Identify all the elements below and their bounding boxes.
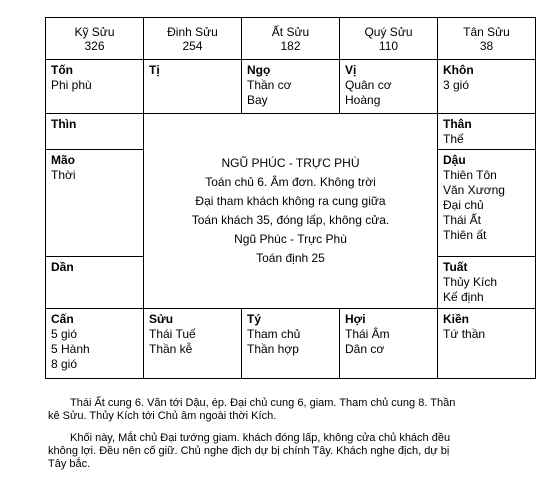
cell-line: 8 gió — [51, 357, 78, 371]
cell-line: Phi phù — [51, 78, 92, 92]
cell-title: Cấn — [51, 312, 74, 326]
header-value: 182 — [280, 38, 301, 53]
cell-title: Tuất — [443, 260, 468, 274]
cell-tuat — [438, 257, 536, 309]
cell-title: Tị — [149, 63, 160, 77]
cell-title: Mão — [51, 153, 75, 167]
cell-line: Dân cơ — [345, 342, 385, 356]
paragraph-1 — [48, 397, 524, 423]
header-cell-4 — [340, 18, 438, 60]
paragraph-line — [48, 410, 524, 423]
cell-title: Dần — [51, 260, 74, 274]
header-name: Đinh Sửu — [167, 24, 218, 39]
cell-dau — [438, 150, 536, 257]
header-value: 326 — [84, 38, 105, 53]
cell-title: Ngọ — [247, 63, 271, 77]
header-value: 38 — [479, 38, 494, 53]
cell-ty — [242, 309, 340, 379]
center-panel — [144, 114, 438, 309]
header-cell-3 — [242, 18, 340, 60]
center-line: NGŨ PHÚC - TRỰC PHÙ — [221, 156, 360, 170]
paragraph-line — [48, 432, 524, 445]
cell-line: Thiên Tôn — [443, 168, 497, 182]
cell-line: Thần cơ — [247, 78, 292, 92]
cell-title: Tý — [247, 312, 262, 326]
header-name: Tân Sửu — [463, 24, 510, 39]
header-cell-5 — [438, 18, 536, 60]
header-value: 254 — [182, 38, 203, 53]
cell-title: Hợi — [345, 312, 366, 326]
cell-mao — [46, 150, 144, 257]
cell-can — [46, 309, 144, 379]
center-line: Đại tham khách không ra cung giữa — [195, 194, 386, 208]
cell-than — [438, 114, 536, 150]
paragraph-text: không lợi. Đều nên cố giữ. Chủ nghe địch dự bị chính Tây. Khách nghe địch, dự bị — [48, 445, 450, 457]
cell-khon — [438, 60, 536, 114]
cell-line: 5 gió — [51, 327, 78, 341]
paragraph-2 — [48, 432, 524, 471]
header-cell-1 — [46, 18, 144, 60]
paragraph-line — [48, 397, 524, 410]
cell-line: Kế định — [443, 290, 484, 304]
cell-line: Thiên ất — [443, 228, 487, 242]
cell-ngo — [242, 60, 340, 114]
cell-line: Thần kễ — [149, 342, 193, 356]
cell-line: Thái Ất — [443, 213, 482, 227]
cell-line: Tứ thần — [443, 327, 486, 341]
cell-line: Thủy Kích — [443, 275, 498, 289]
center-line: Toán chủ 6. Âm đơn. Không trời — [205, 175, 376, 189]
cell-title: Kiền — [443, 312, 470, 326]
paragraph-text: Khối này, Mắt chủ Đại tướng giam. khách đóng lấp, không cửa chủ khách đều — [70, 432, 451, 444]
cell-line: Thái Tuế — [149, 327, 196, 341]
center-line: Toán định 25 — [256, 251, 325, 265]
cell-line: Quân cơ — [345, 78, 392, 92]
cell-line: Thời — [51, 168, 76, 182]
paragraph-line — [48, 445, 524, 458]
paragraph-text: kê Sửu. Thủy Kích tới Chủ âm ngoài thời Kích. — [48, 410, 277, 422]
paragraph-line — [48, 458, 524, 471]
cell-hoi — [340, 309, 438, 379]
cell-ti — [144, 60, 242, 114]
header-name: Kỹ Sửu — [74, 24, 115, 39]
cell-ton — [46, 60, 144, 114]
cell-line: Tham chủ — [247, 327, 301, 341]
cell-line: Thái Âm — [345, 327, 390, 341]
cell-line: Hoàng — [345, 93, 381, 107]
cell-thin — [46, 114, 144, 150]
cell-line: 3 gió — [443, 78, 470, 92]
paragraph-text: Thái Ất cung 6. Văn tới Dậu, ép. Đại chủ cung 6, giam. Tham chủ cung 8. Thần — [70, 397, 456, 409]
cell-title: Thân — [443, 117, 472, 131]
cell-line: Bay — [247, 93, 268, 107]
cell-title: Khôn — [443, 63, 474, 77]
cell-kien — [438, 309, 536, 379]
cell-line: Văn Xương — [443, 183, 505, 197]
cell-suu — [144, 309, 242, 379]
cell-line: Thế — [443, 132, 464, 146]
cell-line: Đại chủ — [443, 198, 484, 212]
header-cell-2 — [144, 18, 242, 60]
cell-line: 5 Hành — [51, 342, 90, 356]
cell-title: Tốn — [51, 63, 73, 77]
cell-dan — [46, 257, 144, 309]
center-line: Toán khách 35, đóng lấp, không cửa. — [191, 213, 390, 227]
cell-title: Sửu — [149, 312, 174, 326]
cell-title: Dậu — [443, 153, 466, 167]
header-value: 110 — [378, 38, 399, 53]
palace-grid — [45, 17, 536, 379]
center-line: Ngũ Phúc - Trực Phù — [234, 232, 347, 246]
cell-title: Vị — [345, 63, 357, 77]
header-name: Ất Sửu — [271, 24, 310, 39]
cell-title: Thìn — [51, 117, 77, 131]
cell-vi — [340, 60, 438, 114]
header-name: Quý Sửu — [364, 24, 413, 39]
paragraph-text: Tây bắc. — [48, 458, 91, 470]
cell-line: Thần hợp — [247, 342, 299, 356]
